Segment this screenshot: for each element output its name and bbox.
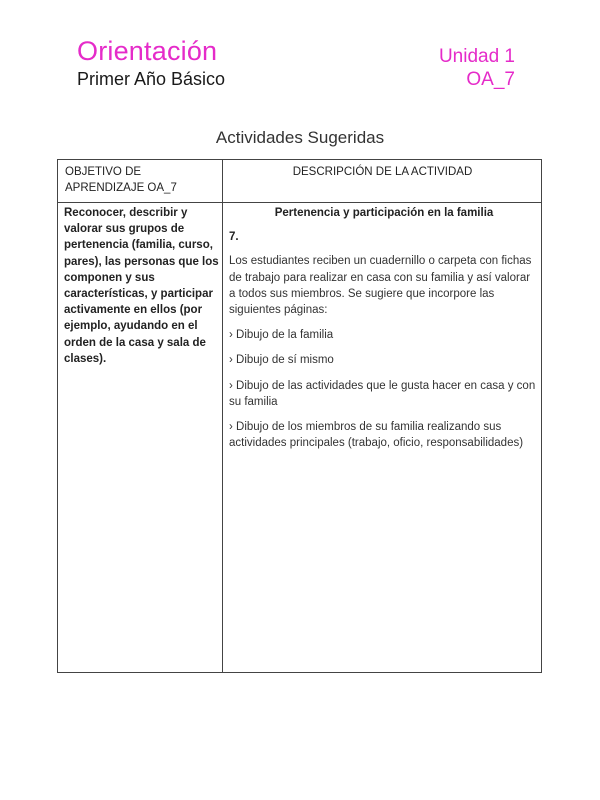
- oa-label: OA_7: [466, 69, 515, 90]
- activity-title: Pertenencia y participación en la familia: [274, 207, 494, 219]
- activity-intro: Los estudiantes reciben un cuadernillo o carpeta con fichas de trabajo para realizar en casa con su familia y así valorar a todos sus miembros. Se sugiere que incorpore las siguientes páginas:: [229, 255, 532, 317]
- grade-subtitle: Primer Año Básico: [77, 69, 226, 89]
- unit-label: Unidad 1: [438, 46, 515, 67]
- activity-number: 7.: [229, 231, 239, 244]
- subject-title: Orientación: [77, 36, 218, 66]
- activity-column-header: DESCRIPCIÓN DE LA ACTIVIDAD: [292, 166, 473, 178]
- activity-list-item: › Dibujo de los miembros de su familia realizando sus actividades principales (trabajo, oficio, responsabilidades): [229, 421, 524, 450]
- section-title: Actividades Sugeridas: [215, 128, 385, 147]
- activity-list-item: › Dibujo de las actividades que le gusta hacer en casa y con su familia: [229, 379, 536, 408]
- learning-objective-text: Reconocer, describir y valorar sus grupos de pertenencia (familia, curso, pares), las personas que los componen y sus características, y participar activamente en ellos (por ejemplo, ayudando en el orden de la casa y sala de clases).: [64, 207, 219, 365]
- column-divider: [222, 160, 223, 672]
- activities-table: [57, 159, 542, 673]
- page-header: [0, 0, 600, 110]
- table-header-row: [58, 160, 541, 203]
- activity-description: [229, 205, 539, 460]
- activity-list-item: › Dibujo de sí mismo: [229, 354, 334, 367]
- activity-list-item: › Dibujo de la familia: [229, 329, 334, 342]
- objective-column-header: OBJETIVO DE APRENDIZAJE OA_7: [65, 166, 177, 194]
